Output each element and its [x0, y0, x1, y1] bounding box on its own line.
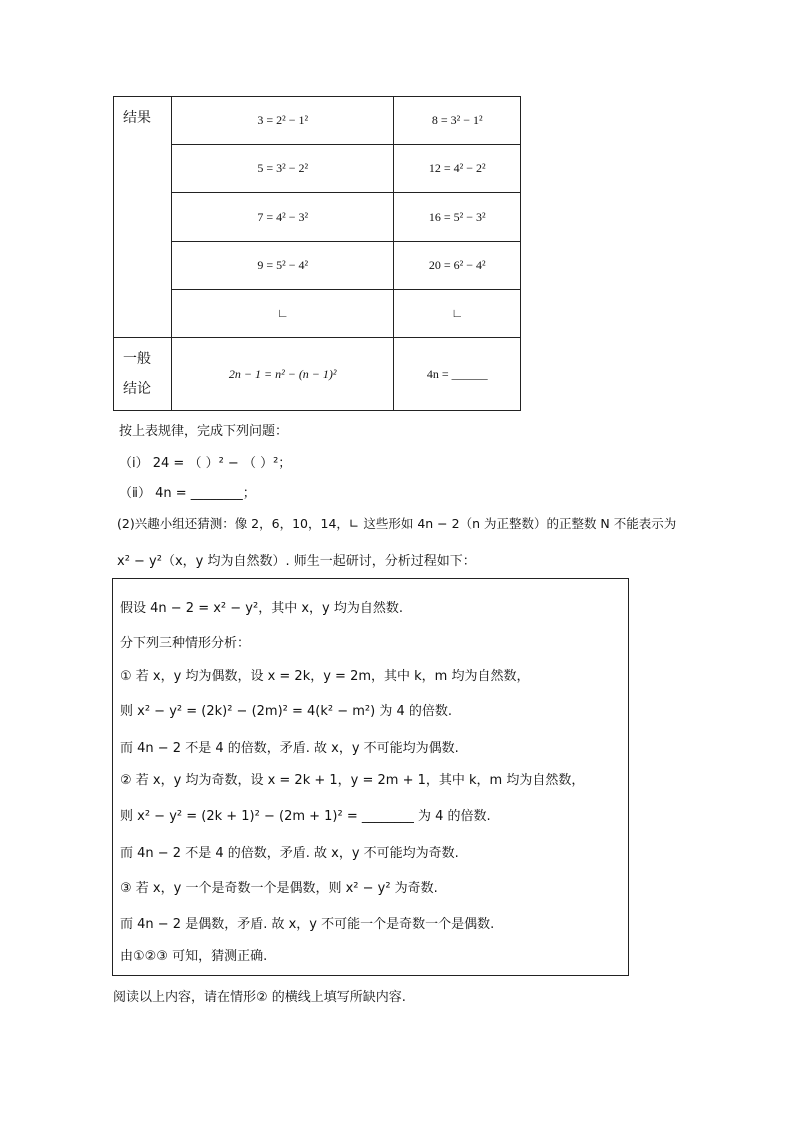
footer-instruction: 阅读以上内容，请在情形② 的横线上填写所缺内容.: [113, 990, 406, 1005]
analysis-line: 假设 4n − 2 = x² − y²，其中 x，y 均为自然数.: [120, 601, 403, 616]
analysis-box: [112, 578, 629, 976]
general-right-cell: 4n = ______: [394, 338, 521, 411]
analysis-line: ③ 若 x，y 一个是奇数一个是偶数，则 x² − y² 为奇数.: [120, 881, 438, 896]
general-label-line2: 结论: [123, 381, 151, 397]
table-cell: ∟: [172, 290, 394, 338]
result-label: 结果: [114, 97, 172, 338]
table-cell: 8 = 3² − 1²: [394, 97, 521, 145]
general-left-cell: 2n − 1 = n² − (n − 1)²: [172, 338, 394, 411]
analysis-line: ① 若 x，y 均为偶数，设 x = 2k，y = 2m，其中 k，m 均为自然数，: [120, 669, 530, 684]
analysis-line: 而 4n − 2 不是 4 的倍数，矛盾. 故 x，y 不可能均为偶数.: [120, 741, 459, 756]
question-3-line1: (2)兴趣小组还猜测：像 2，6，10，14，∟ 这些形如 4n − 2（n 为正整数）的正整数 N 不能表示为: [117, 516, 677, 531]
analysis-line: 由①②③ 可知，猜测正确.: [120, 949, 268, 964]
question-1: （ⅰ） 24 = （ ）² − （ ）²；: [119, 456, 292, 471]
table-cell: 16 = 5² − 3²: [394, 193, 521, 242]
table-cell: 7 = 4² − 3²: [172, 193, 394, 242]
table-cell: 3 = 2² − 1²: [172, 97, 394, 145]
table-cell: ∟: [394, 290, 521, 338]
analysis-line: 则 x² − y² = (2k)² − (2m)² = 4(k² − m²) 为 4 的倍数.: [120, 704, 453, 719]
general-conclusion-label: [114, 338, 172, 411]
analysis-line: 分下列三种情形分析：: [120, 636, 251, 651]
question-2: （ⅱ） 4n = ________；: [119, 486, 256, 501]
general-label-line1: 一般: [123, 351, 151, 367]
table-cell: 20 = 6² − 4²: [394, 242, 521, 290]
analysis-line: ② 若 x，y 均为奇数，设 x = 2k + 1，y = 2m + 1，其中 k，m 均为自然数，: [120, 773, 585, 788]
table-cell: 9 = 5² − 4²: [172, 242, 394, 290]
table-cell: 12 = 4² − 2²: [394, 145, 521, 193]
analysis-line: 而 4n − 2 是偶数，矛盾. 故 x，y 不可能一个是奇数一个是偶数.: [120, 917, 495, 932]
question-3-line2: x² − y²（x，y 均为自然数）. 师生一起研讨，分析过程如下：: [117, 554, 476, 569]
intro-text: 按上表规律，完成下列问题：: [119, 424, 289, 439]
results-table: [113, 96, 521, 411]
table-cell: 5 = 3² − 2²: [172, 145, 394, 193]
analysis-line: 则 x² − y² = (2k + 1)² − (2m + 1)² = ________ 为 4 的倍数.: [120, 809, 491, 824]
analysis-line: 而 4n − 2 不是 4 的倍数，矛盾. 故 x，y 不可能均为奇数.: [120, 846, 459, 861]
